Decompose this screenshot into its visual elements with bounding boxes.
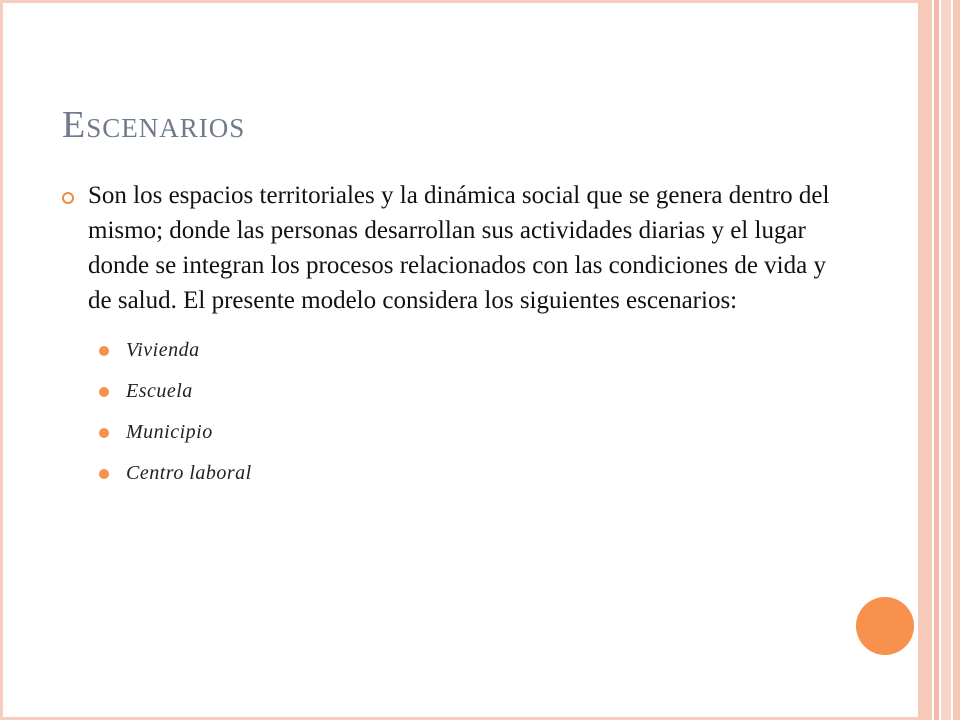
- list-item-label: Municipio: [126, 421, 213, 443]
- list-item-label: Escuela: [126, 380, 193, 402]
- main-bullet: [62, 178, 842, 318]
- decorative-stripe: [918, 0, 932, 720]
- orange-circle-icon: [856, 597, 914, 655]
- dot-bullet-icon: [99, 346, 109, 356]
- frame-left-border: [0, 0, 3, 720]
- main-bullet-text: Son los espacios territoriales y la dinámica social que se genera dentro del mismo; donde las personas desarrollan sus actividades diarias y el lugar donde se integran los procesos relacionados con las condiciones de vida y de salud. El presente modelo considera los siguientes escenarios:: [88, 182, 830, 314]
- ring-bullet-icon: [62, 192, 74, 204]
- decorative-stripe: [941, 0, 951, 720]
- list-item: [99, 371, 842, 412]
- list-item-label: Centro laboral: [126, 462, 252, 484]
- slide-title: Escenarios: [62, 104, 246, 146]
- list-item: [99, 453, 842, 494]
- dot-bullet-icon: [99, 469, 109, 479]
- list-item-label: Vivienda: [126, 339, 200, 361]
- decorative-stripe: [953, 0, 960, 720]
- list-item: [99, 330, 842, 371]
- dot-bullet-icon: [99, 387, 109, 397]
- list-item: [99, 412, 842, 453]
- slide-content: [62, 178, 842, 494]
- scenario-list: [62, 330, 842, 494]
- dot-bullet-icon: [99, 428, 109, 438]
- frame-top-border: [0, 0, 918, 3]
